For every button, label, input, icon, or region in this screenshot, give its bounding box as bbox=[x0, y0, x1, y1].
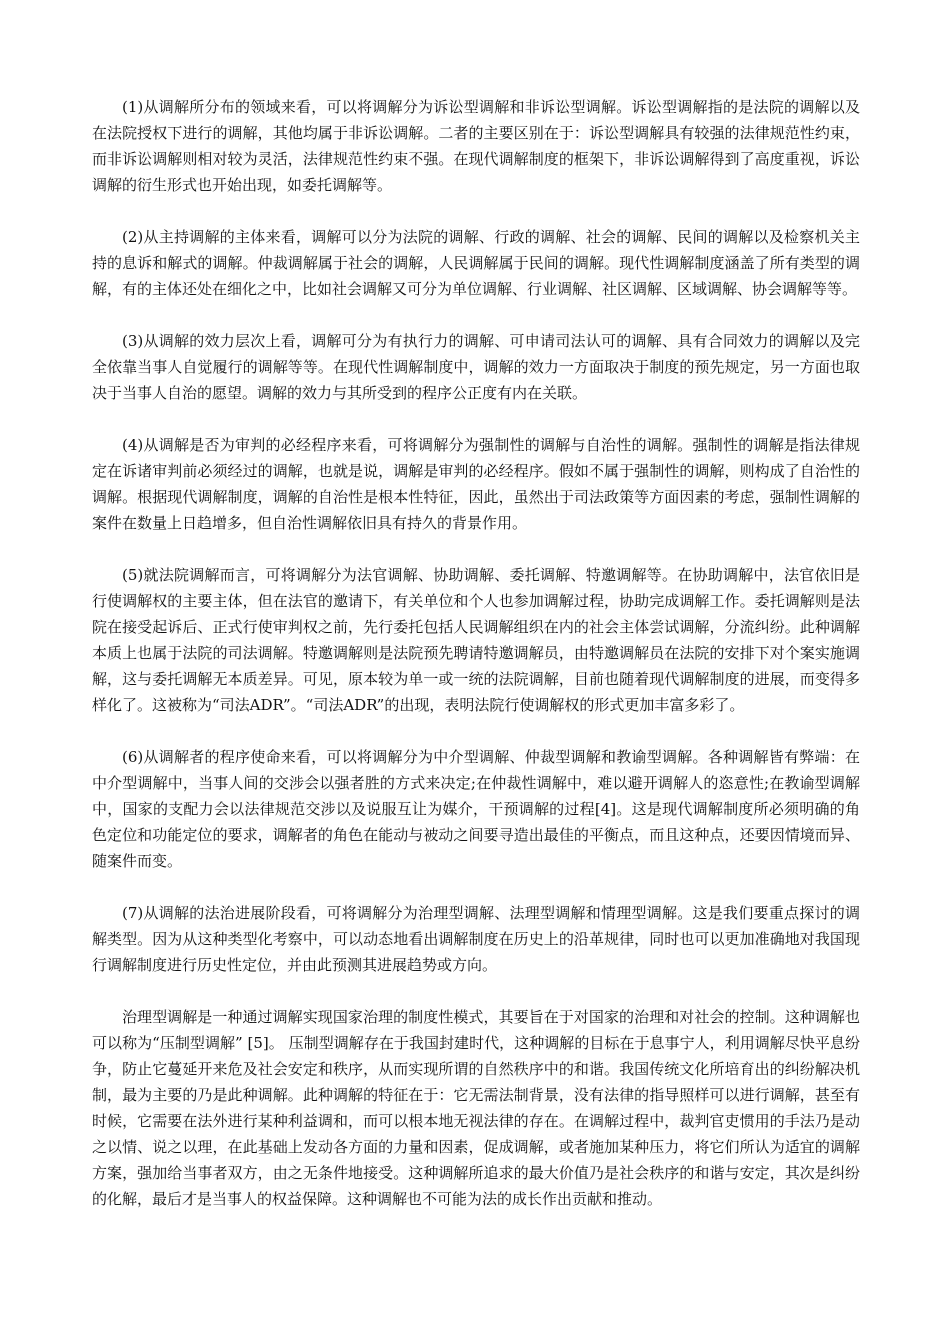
paragraph-5: (5)就法院调解而言，可将调解分为法官调解、协助调解、委托调解、特邀调解等。在协助调解中，法官依旧是行使调解权的主要主体，但在法官的邀请下，有关单位和个人也参加调解过程，协助完成调解工作。委托调解则是法院在接受起诉后、正式行使审判权之前，先行委托包括人民调解组织在内的社会主体尝试调解，分流纠纷。此种调解本质上也属于法院的司法调解。特邀调解则是法院预先聘请特邀调解员，由特邀调解员在法院的安排下对个案实施调解，这与委托调解无本质差异。可见，原本较为单一或一统的法院调解，目前也随着现代调解制度的进展，而变得多样化了。这被称为“司法ADR”。“司法ADR”的出现，表明法院行使调解权的形式更加丰富多彩了。 bbox=[92, 566, 860, 714]
paragraph-4: (4)从调解是否为审判的必经程序来看，可将调解分为强制性的调解与自治性的调解。强制性的调解是指法律规定在诉诸审判前必须经过的调解，也就是说，调解是审判的必经程序。假如不属于强制性的调解，则构成了自治性的调解。根据现代调解制度，调解的自治性是根本性特征，因此，虽然出于司法政策等方面因素的考虑，强制性调解的案件在数量上日趋增多，但自治性调解依旧具有持久的背景作用。 bbox=[92, 436, 860, 532]
document-page bbox=[92, 94, 860, 1212]
paragraph-3: (3)从调解的效力层次上看，调解可分为有执行力的调解、可申请司法认可的调解、具有合同效力的调解以及完全依靠当事人自觉履行的调解等等。在现代性调解制度中，调解的效力一方面取决于制度的预先规定，另一方面也取决于当事人自治的愿望。调解的效力与其所受到的程序公正度有内在关联。 bbox=[92, 332, 860, 402]
paragraph-2: (2)从主持调解的主体来看，调解可以分为法院的调解、行政的调解、社会的调解、民间的调解以及检察机关主持的息诉和解式的调解。仲裁调解属于社会的调解，人民调解属于民间的调解。现代性调解制度涵盖了所有类型的调解，有的主体还处在细化之中，比如社会调解又可分为单位调解、行业调解、社区调解、区域调解、协会调解等等。 bbox=[92, 228, 860, 298]
paragraph-1: (1)从调解所分布的领域来看，可以将调解分为诉讼型调解和非诉讼型调解。诉讼型调解指的是法院的调解以及在法院授权下进行的调解，其他均属于非诉讼调解。二者的主要区别在于：诉讼型调解具有较强的法律规范性约束，而非诉讼调解则相对较为灵活，法律规范性约束不强。在现代调解制度的框架下，非诉讼调解得到了高度重视，诉讼调解的衍生形式也开始出现，如委托调解等。 bbox=[92, 98, 860, 194]
paragraph-8: 治理型调解是一种通过调解实现国家治理的制度性模式，其要旨在于对国家的治理和对社会的控制。这种调解也可以称为“压制型调解” [5]。 压制型调解存在于我国封建时代，这种调解的目标在于息事宁人，利用调解尽快平息纷争，防止它蔓延开来危及社会安定和秩序，从而实现所谓的自然秩序中的和谐。我国传统文化所培育出的纠纷解决机制，最为主要的乃是此种调解。此种调解的特征在于：它无需法制背景，没有法律的指导照样可以进行调解，甚至有时候，它需要在法外进行某种利益调和，而可以根本地无视法律的存在。在调解过程中，裁判官吏惯用的手法乃是动之以情、说之以理，在此基础上发动各方面的力量和因素，促成调解，或者施加某种压力，将它们所认为适宜的调解方案，强加给当事者双方，由之无条件地接受。这种调解所追求的最大价值乃是社会秩序的和谐与安定，其次是纠纷的化解，最后才是当事人的权益保障。这种调解也不可能为法的成长作出贡献和推动。 bbox=[92, 1008, 860, 1208]
paragraph-6: (6)从调解者的程序使命来看，可以将调解分为中介型调解、仲裁型调解和教谕型调解。各种调解皆有弊端：在中介型调解中，当事人间的交涉会以强者胜的方式来决定;在仲裁性调解中，难以避开调解人的恣意性;在教谕型调解中，国家的支配力会以法律规范交涉以及说服互让为媒介，干预调解的过程[4]。这是现代调解制度所必须明确的角色定位和功能定位的要求，调解者的角色在能动与被动之间要寻造出最佳的平衡点，而且这种点，还要因情境而异、随案件而变。 bbox=[92, 748, 860, 870]
paragraph-7: (7)从调解的法治进展阶段看，可将调解分为治理型调解、法理型调解和情理型调解。这是我们要重点探讨的调解类型。因为从这种类型化考察中，可以动态地看出调解制度在历史上的沿革规律，同时也可以更加准确地对我国现行调解制度进行历史性定位，并由此预测其进展趋势或方向。 bbox=[92, 904, 860, 974]
